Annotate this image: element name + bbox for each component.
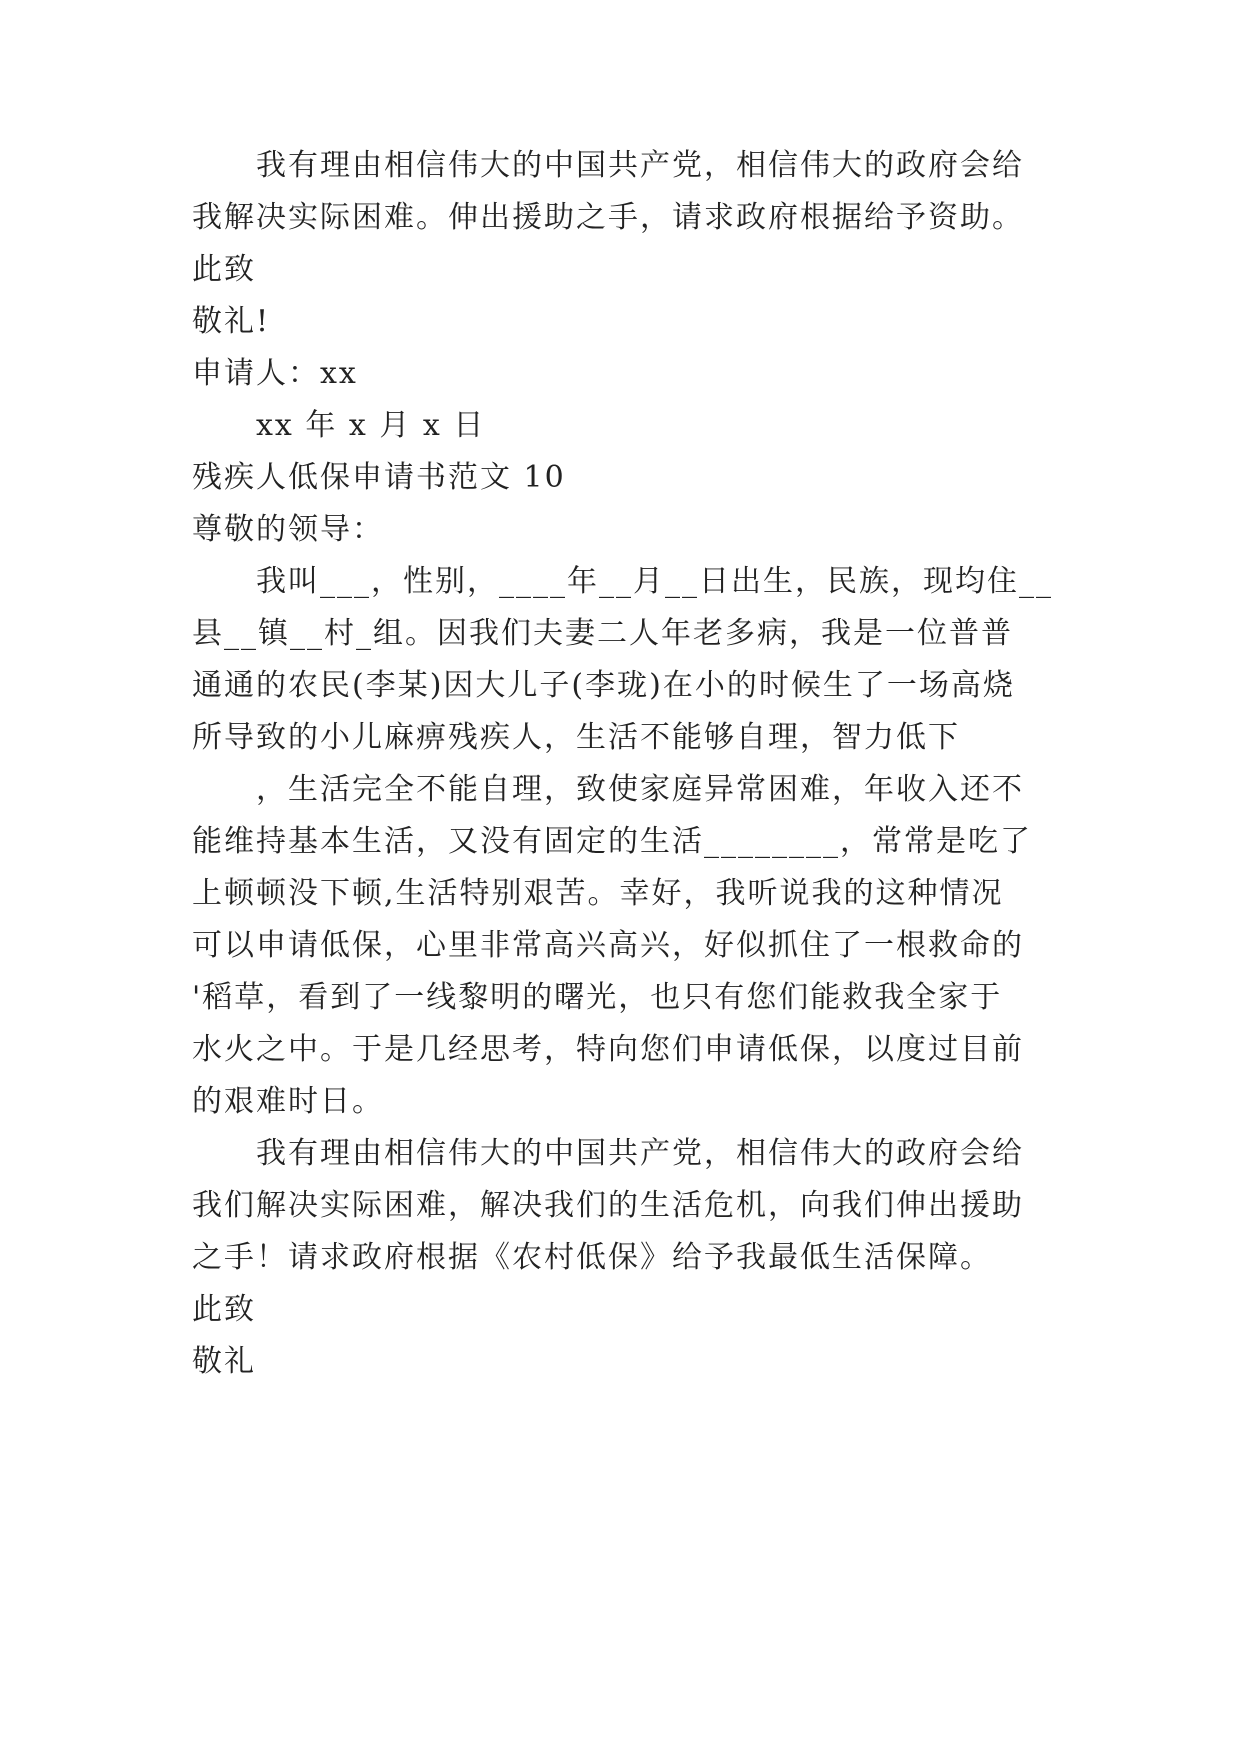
text-line: ，生活完全不能自理，致使家庭异常困难，年收入还不 bbox=[256, 772, 1024, 807]
text-line: '稻草，看到了一线黎明的曙光，也只有您们能救我全家于 bbox=[192, 980, 1003, 1015]
greeting-line: 尊敬的领导： bbox=[192, 512, 384, 547]
text-line: 我们解决实际困难，解决我们的生活危机，向我们伸出援助 bbox=[192, 1188, 1024, 1223]
text-line: 我解决实际困难。伸出援助之手，请求政府根据给予资助。 bbox=[192, 200, 1024, 235]
section-heading: 残疾人低保申请书范文 10 bbox=[192, 460, 566, 495]
text-line: 的艰难时日。 bbox=[192, 1084, 384, 1119]
text-line: 我有理由相信伟大的中国共产党，相信伟大的政府会给 bbox=[256, 148, 1024, 183]
text-line: 所导致的小儿麻痹残疾人，生活不能够自理，智力低下 bbox=[192, 720, 960, 755]
date-line: xx 年 x 月 x 日 bbox=[256, 408, 486, 443]
text-line: 能维持基本生活，又没有固定的生活________，常常是吃了 bbox=[192, 824, 1032, 859]
text-line: 通通的农民(李某)因大儿子(李珑)在小的时候生了一场高烧 bbox=[192, 668, 1015, 703]
text-line: 可以申请低保，心里非常高兴高兴，好似抓住了一根救命的 bbox=[192, 928, 1024, 963]
closing-line: 此致 bbox=[192, 252, 256, 287]
salutation-line: 敬礼! bbox=[192, 304, 271, 339]
text-line: 我叫___，性别，____年__月__日出生，民族，现均住__ bbox=[256, 564, 1053, 599]
text-line: 上顿顿没下顿,生活特别艰苦。幸好，我听说我的这种情况 bbox=[192, 876, 1004, 911]
text-line: 县__镇__村_组。因我们夫妻二人年老多病，我是一位普普 bbox=[192, 616, 1013, 651]
text-line: 我有理由相信伟大的中国共产党，相信伟大的政府会给 bbox=[256, 1136, 1024, 1171]
closing-line: 此致 bbox=[192, 1292, 256, 1327]
applicant-line: 申请人：xx bbox=[192, 356, 358, 391]
text-line: 之手！请求政府根据《农村低保》给予我最低生活保障。 bbox=[192, 1240, 992, 1275]
text-line: 水火之中。于是几经思考，特向您们申请低保，以度过目前 bbox=[192, 1032, 1024, 1067]
salutation-line: 敬礼 bbox=[192, 1344, 256, 1379]
